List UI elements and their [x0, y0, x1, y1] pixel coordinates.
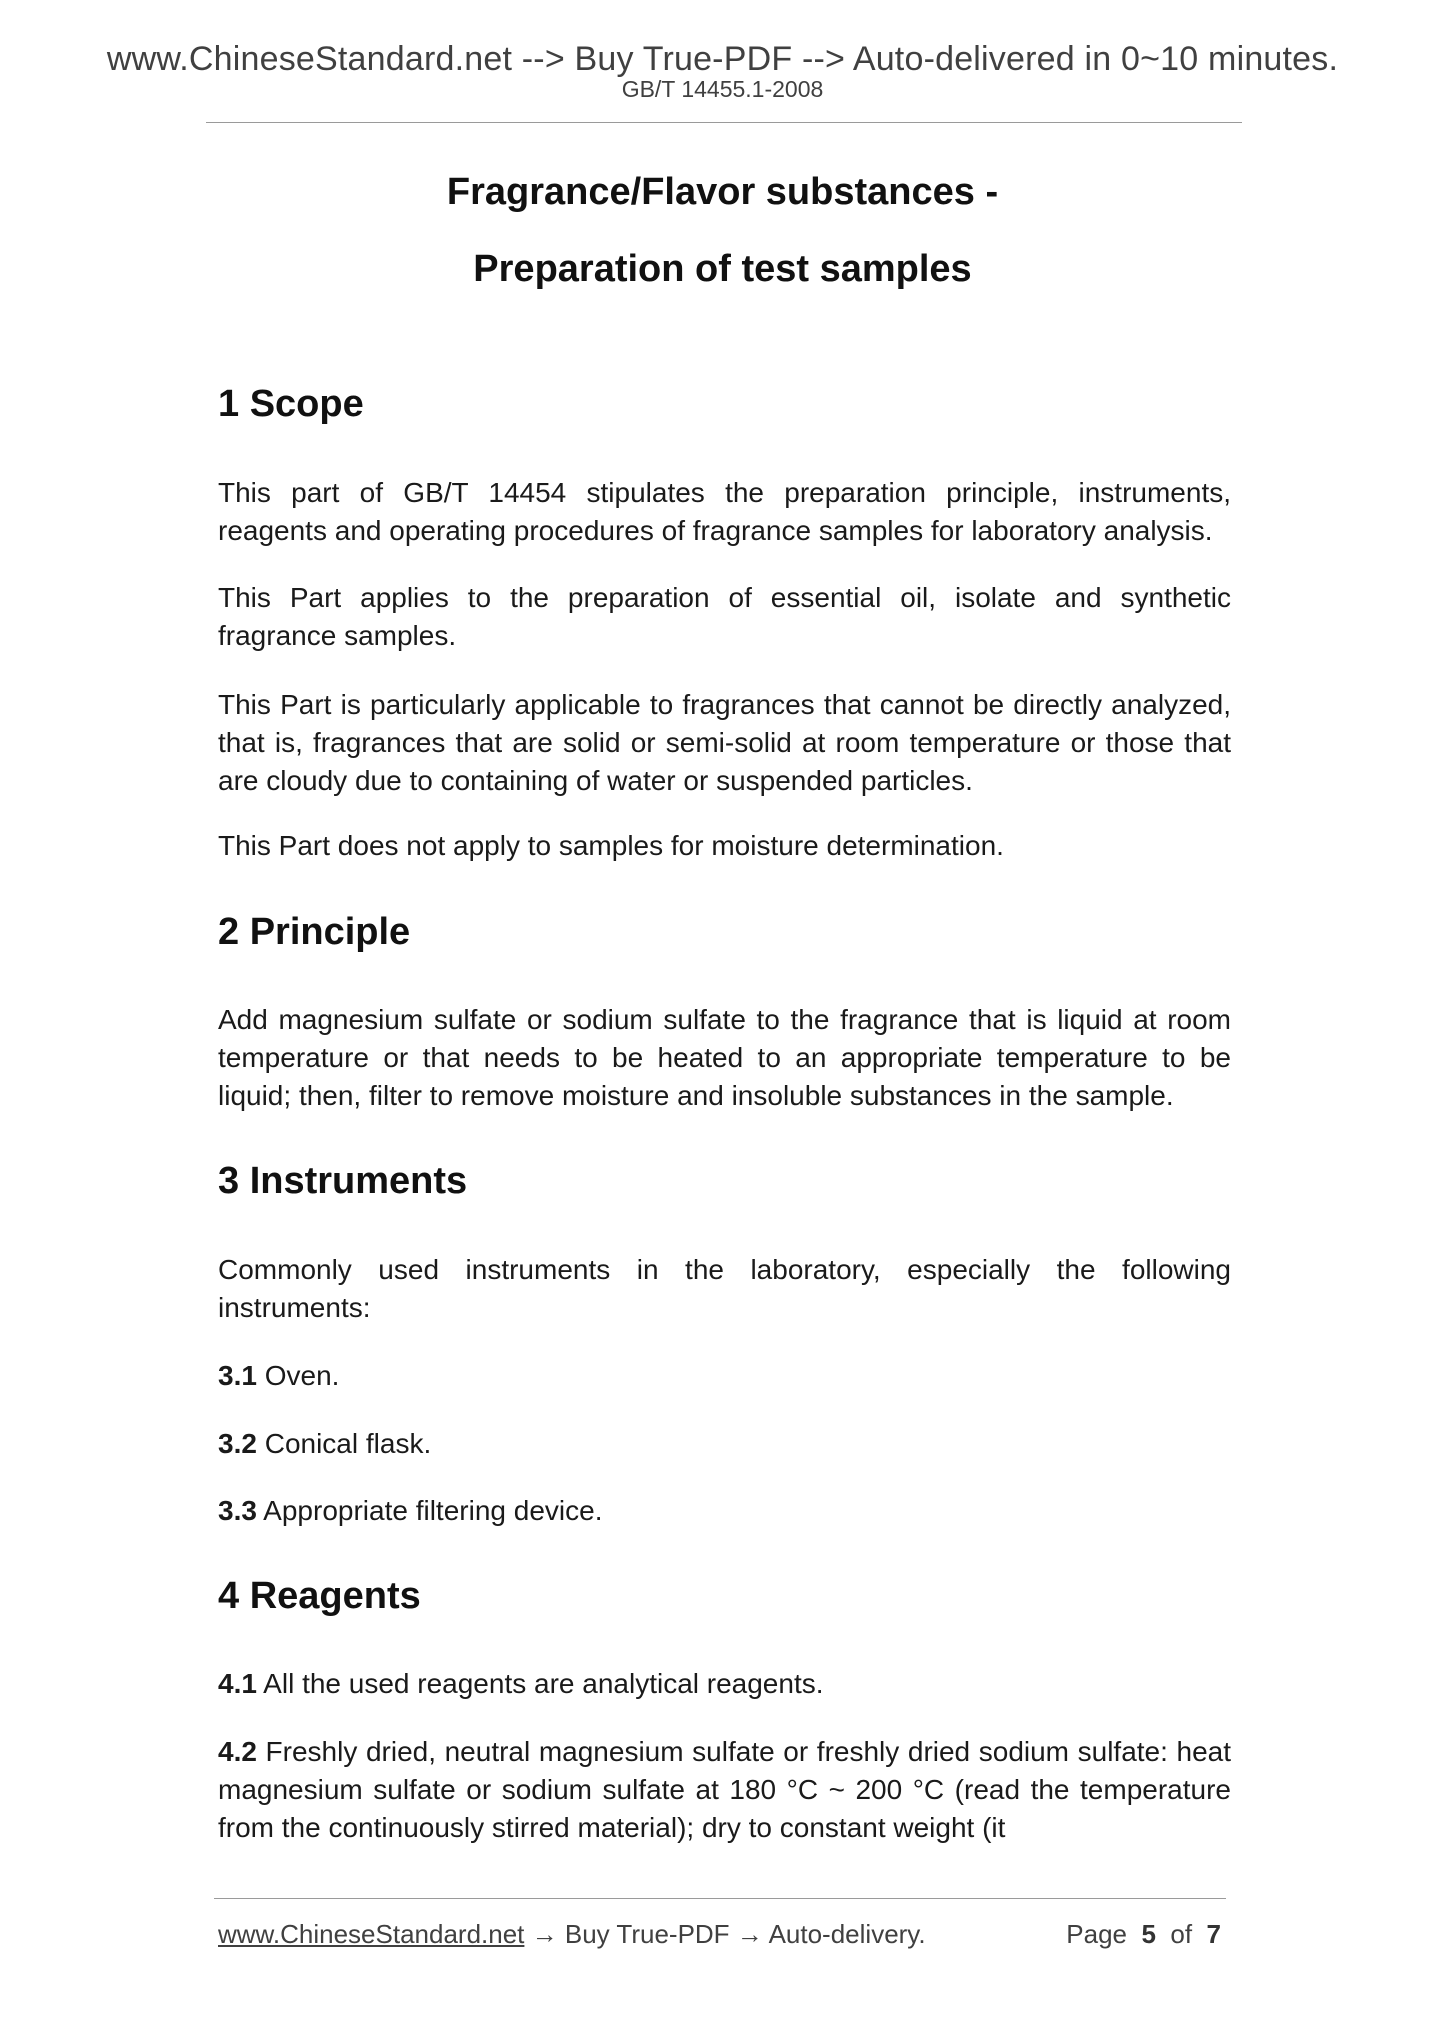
reagent-item [218, 1733, 1231, 1847]
section-heading-instruments: 3 Instruments [218, 1160, 468, 1202]
section-heading-principle: 2 Principle [218, 911, 411, 953]
scope-paragraph-4: This Part does not apply to samples for moisture determination. [218, 830, 1004, 861]
document-title-line-2: Preparation of test samples [473, 248, 972, 290]
clause-number: 3.3 [218, 1495, 257, 1526]
page-of: of [1170, 1919, 1193, 1949]
page-current: 5 [1141, 1919, 1156, 1949]
clause-number: 4.2 [218, 1736, 257, 1767]
principle-paragraph-1: Add magnesium sulfate or sodium sulfate to the fragrance that is liquid at room temperature or that needs to be heated to an appropriate temperature to be liquid; then, filter to remove moisture and insoluble substances in the sample. [218, 1004, 1231, 1111]
page-total: 7 [1206, 1919, 1221, 1949]
clause-text: Freshly dried, neutral magnesium sulfate or freshly dried sodium sulfate: heat magnesium sulfate or sodium sulfate at 180 °C ~ 200 °C (read the temperature from the continuously stirred material); dry to constant weight (it [218, 1736, 1231, 1843]
footer-promo-text: → Buy True-PDF → Auto-delivery. [524, 1919, 926, 1949]
clause-number: 3.2 [218, 1428, 257, 1459]
section-heading-scope: 1 Scope [218, 383, 364, 425]
standard-code: GB/T 14455.1-2008 [621, 76, 824, 102]
header-banner: www.ChineseStandard.net --> Buy True-PDF --> Auto-delivered in 0~10 minutes. [106, 40, 1339, 78]
header-divider [206, 122, 1242, 123]
clause-text: Conical flask. [256, 1428, 432, 1459]
reagent-item [218, 1665, 1231, 1703]
scope-paragraph-3: This Part is particularly applicable to fragrances that cannot be directly analyzed, that is, fragrances that are solid or semi-solid at room temperature or those that are cloudy due to containing of water or suspended particles. [218, 689, 1231, 796]
section-heading-reagents: 4 Reagents [218, 1575, 421, 1617]
clause-text: Oven. [256, 1360, 340, 1391]
instrument-item [218, 1492, 1231, 1530]
document-title-line-1: Fragrance/Flavor substances - [446, 171, 999, 213]
instrument-item [218, 1425, 1231, 1463]
scope-paragraph-2: This Part applies to the preparation of essential oil, isolate and synthetic fragrance samples. [218, 582, 1231, 651]
clause-number: 3.1 [218, 1360, 257, 1391]
footer-divider [214, 1898, 1226, 1899]
instruments-paragraph-1: Commonly used instruments in the laboratory, especially the following instruments: [218, 1254, 1231, 1323]
page-indicator [1066, 1919, 1221, 1950]
page-label: Page [1066, 1919, 1128, 1949]
clause-text: All the used reagents are analytical reagents. [256, 1668, 824, 1699]
footer-promo [218, 1919, 926, 1950]
scope-paragraph-1: This part of GB/T 14454 stipulates the preparation principle, instruments, reagents and operating procedures of fragrance samples for laboratory analysis. [218, 477, 1231, 546]
clause-text: Appropriate filtering device. [256, 1495, 603, 1526]
footer-site-link[interactable]: www.ChineseStandard.net [218, 1919, 525, 1949]
instrument-item [218, 1357, 1231, 1395]
clause-number: 4.1 [218, 1668, 257, 1699]
